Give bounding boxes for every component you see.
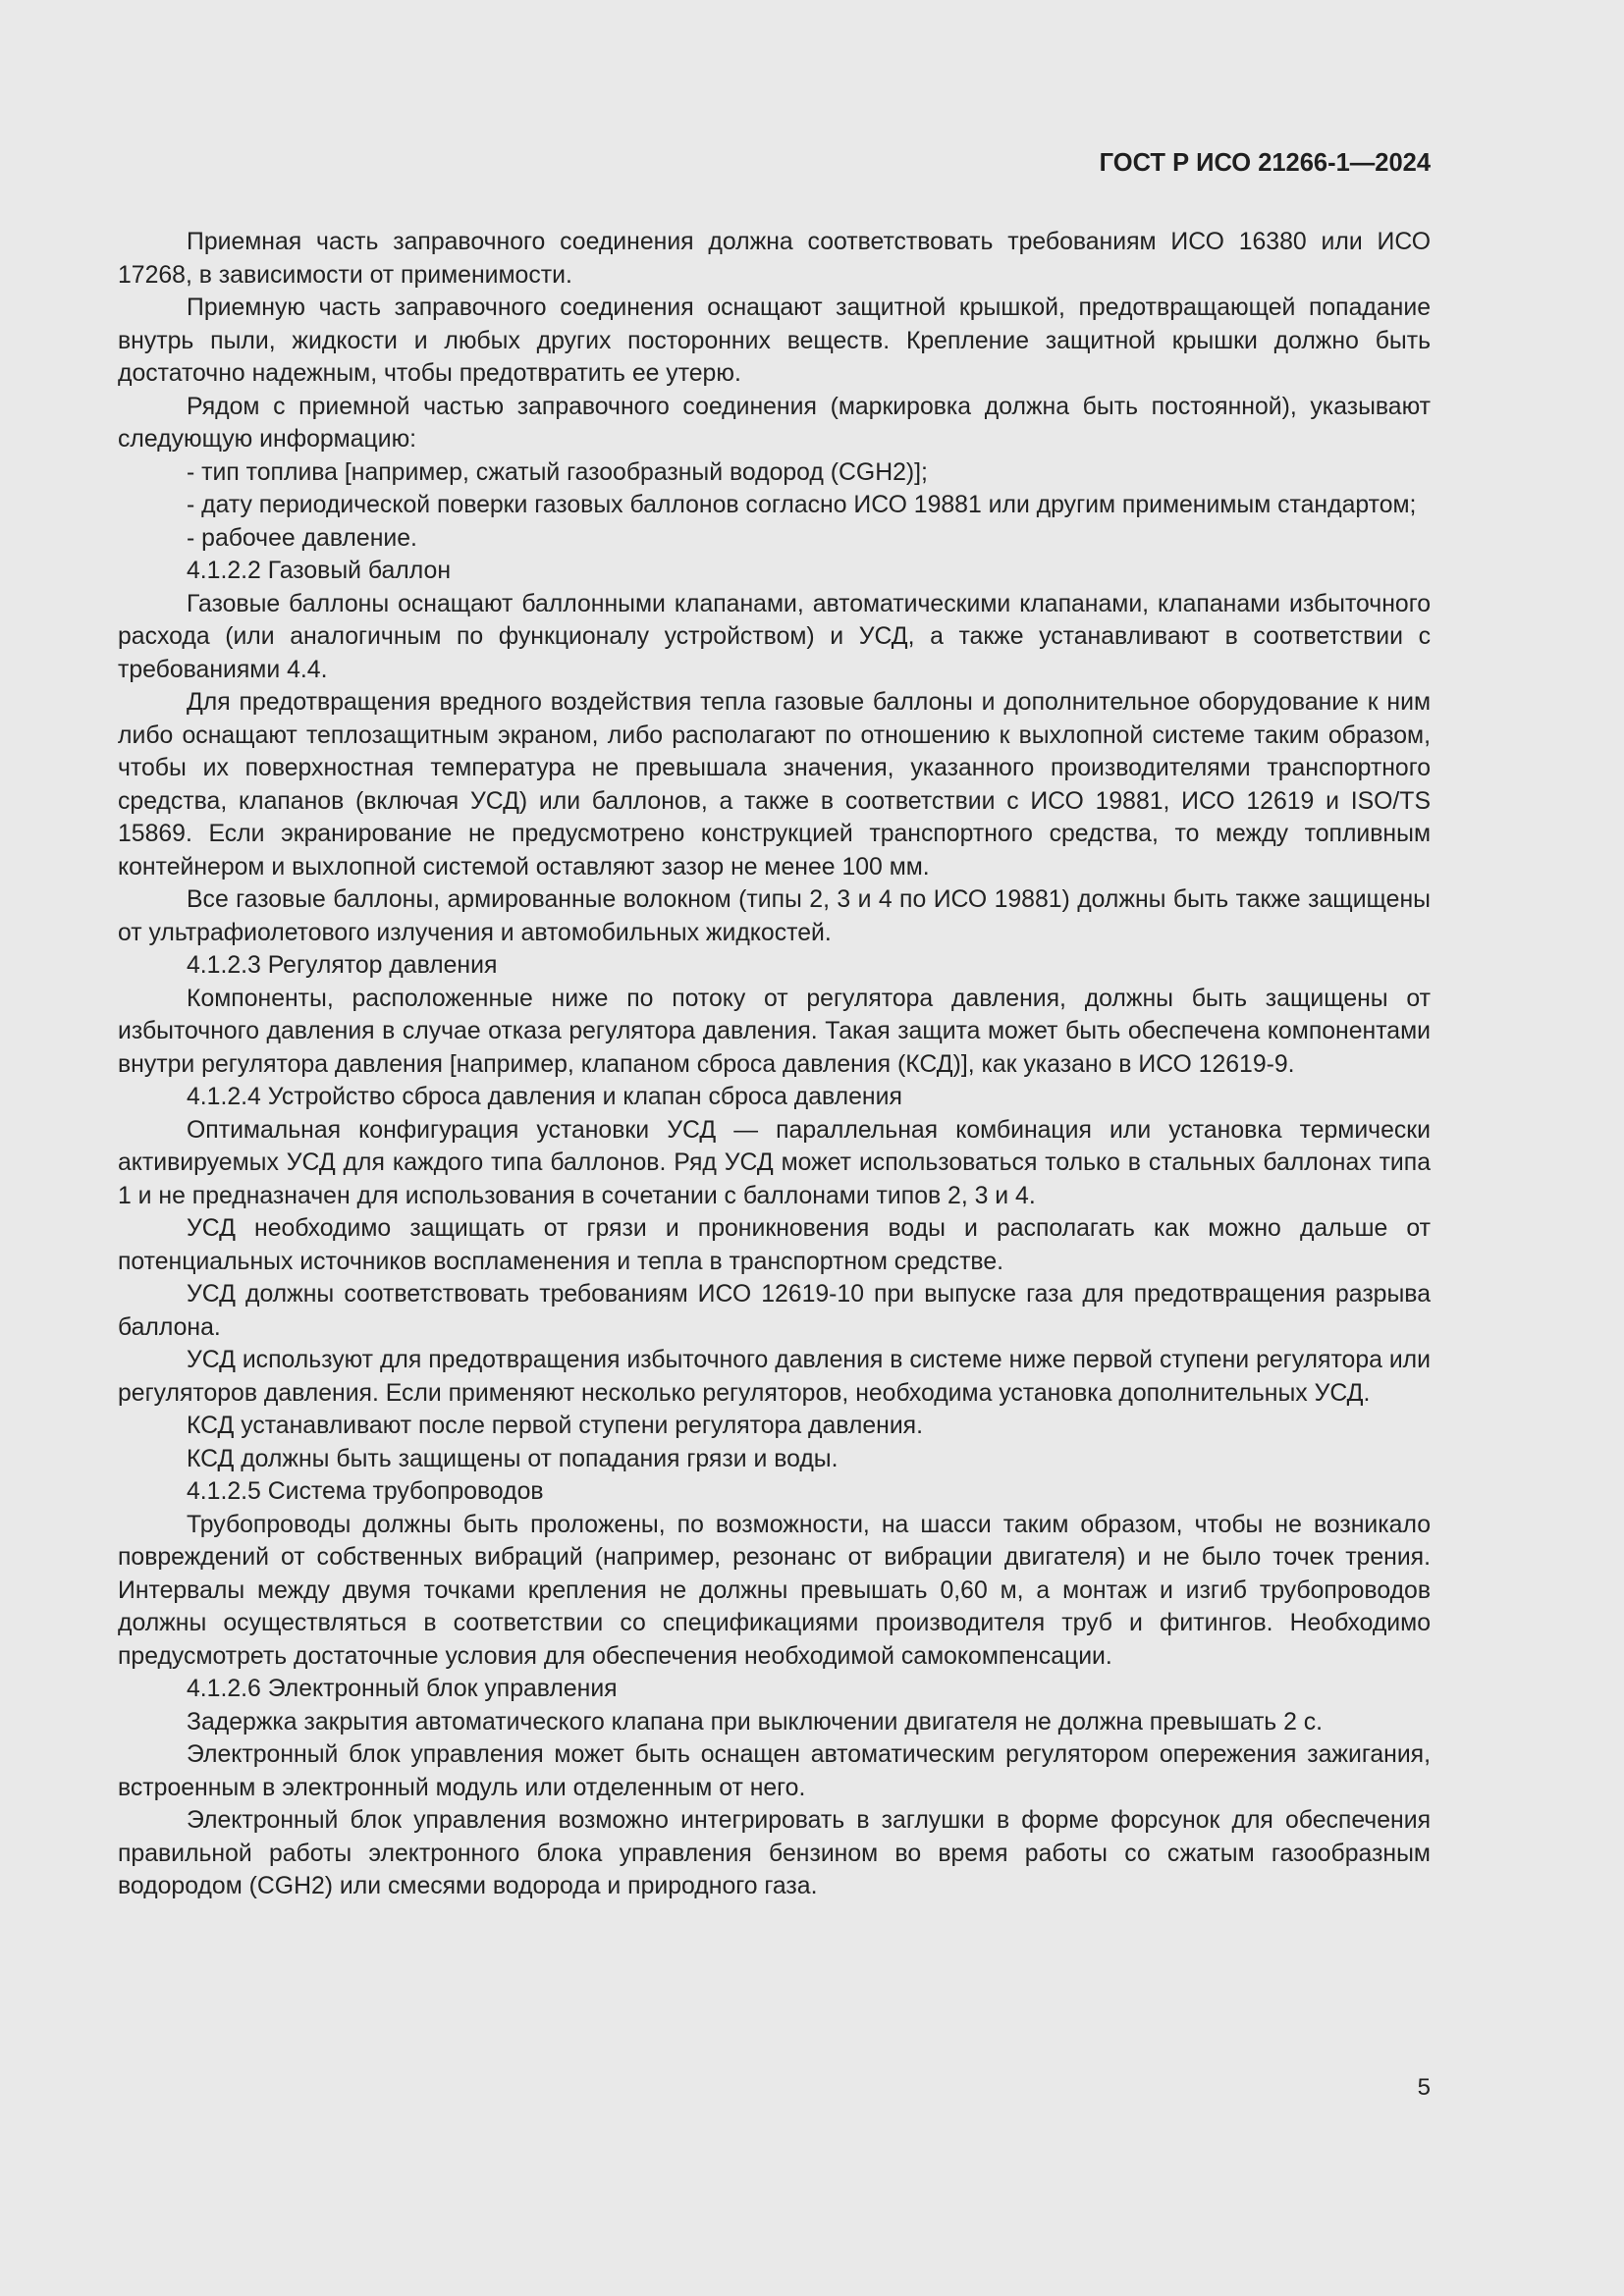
list-item: - дату периодической поверки газовых баллонов согласно ИСО 19881 или другим применимым стандартом; [187, 492, 1417, 518]
section-heading: 4.1.2.6 Электронный блок управления [187, 1676, 618, 1702]
paragraph: КСД устанавливают после первой ступени регулятора давления. [187, 1413, 923, 1439]
paragraph: Приемная часть заправочного соединения должна соответствовать требованиям ИСО 16380 или ИСО 17268, в зависимости от применимости. [118, 229, 1431, 289]
paragraph: Рядом с приемной частью заправочного соединения (маркировка должна быть постоянной), указывают следующую информацию: [118, 393, 1431, 453]
paragraph: Электронный блок управления может быть оснащен автоматическим регулятором опережения зажигания, встроенным в электронный модуль или отделенным от него. [118, 1741, 1431, 1801]
paragraph: Электронный блок управления возможно интегрировать в заглушки в форме форсунок для обеспечения правильной работы электронного блока управления бензином во время работы со сжатым газообразным водородом (CGH2) или смесями водорода и природного газа. [118, 1807, 1431, 1899]
section-heading: 4.1.2.4 Устройство сброса давления и клапан сброса давления [187, 1084, 902, 1110]
paragraph: УСД должны соответствовать требованиям ИСО 12619-10 при выпуске газа для предотвращения разрыва баллона. [118, 1281, 1431, 1341]
page-number: 5 [1417, 2074, 1431, 2101]
paragraph: Для предотвращения вредного воздействия тепла газовые баллоны и дополнительное оборудование к ним либо оснащают теплозащитным экраном, либо располагают по отношению к выхлопной системе таким образом, чтобы их поверхностная температура не превышала значения, указанного производителями транспортного средства, клапанов (включая УСД) или баллонов, а также в соответствии с ИСО 19881, ИСО 12619 и ISO/TS 15869. Если экранирование не предусмотрено конструкцией транспортного средства, то между топливным контейнером и выхлопной системой оставляют зазор не менее 100 мм. [118, 689, 1431, 881]
paragraph: Газовые баллоны оснащают баллонными клапанами, автоматическими клапанами, клапанами избыточного расхода (или аналогичным по функционалу устройством) и УСД, а также устанавливают в соответствии с требованиями 4.4. [118, 590, 1431, 683]
paragraph: Приемную часть заправочного соединения оснащают защитной крышкой, предотвращающей попадание внутрь пыли, жидкости и любых других посторонних веществ. Крепление защитной крышки должно быть достаточно надежным, чтобы предотвратить ее утерю. [118, 294, 1431, 387]
paragraph: УСД используют для предотвращения избыточного давления в системе ниже первой ступени регулятора или регуляторов давления. Если применяют несколько регуляторов, необходима установка дополнительных УСД. [118, 1347, 1431, 1407]
paragraph: Оптимальная конфигурация установки УСД — параллельная комбинация или установка термически активируемых УСД для каждого типа баллонов. Ряд УСД может использоваться только в стальных баллонах типа 1 и не предназначен для использования в сочетании с баллонами типов 2, 3 и 4. [118, 1116, 1431, 1209]
list-item: - рабочее давление. [187, 524, 417, 552]
document-code: ГОСТ Р ИСО 21266-1—2024 [1099, 149, 1431, 177]
paragraph: Все газовые баллоны, армированные волокном (типы 2, 3 и 4 по ИСО 19881) должны быть также защищены от ультрафиолетового излучения и автомобильных жидкостей. [118, 886, 1431, 946]
paragraph: КСД должны быть защищены от попадания грязи и воды. [187, 1445, 839, 1472]
paragraph: УСД необходимо защищать от грязи и проникновения воды и располагать как можно дальше от потенциальных источников воспламенения и тепла в транспортном средстве. [118, 1215, 1431, 1275]
paragraph: Трубопроводы должны быть проложены, по возможности, на шасси таким образом, чтобы не возникало повреждений от собственных вибраций (например, резонанс от вибрации двигателя) и не было точек трения. Интервалы между двумя точками крепления не должны превышать 0,60 м, а монтаж и изгиб трубопроводов должны осуществляться в соответствии со спецификациями производителя труб и фитингов. Необходимо предусмотреть достаточные условия для обеспечения необходимой самокомпенсации. [118, 1511, 1431, 1670]
paragraph: Компоненты, расположенные ниже по потоку от регулятора давления, должны быть защищены от избыточного давления в случае отказа регулятора давления. Такая защита может быть обеспечена компонентами внутри регулятора давления [например, клапаном сброса давления (КСД)], как указано в ИСО 12619-9. [118, 985, 1431, 1078]
section-heading: 4.1.2.2 Газовый баллон [187, 558, 452, 584]
section-heading: 4.1.2.5 Система трубопроводов [187, 1478, 544, 1505]
document-body [118, 226, 1431, 1903]
paragraph: Задержка закрытия автоматического клапана при выключении двигателя не должна превышать 2 с. [187, 1708, 1324, 1735]
list-item: - тип топлива [например, сжатый газообразный водород (CGH2)]; [187, 458, 928, 486]
section-heading: 4.1.2.3 Регулятор давления [187, 952, 498, 979]
